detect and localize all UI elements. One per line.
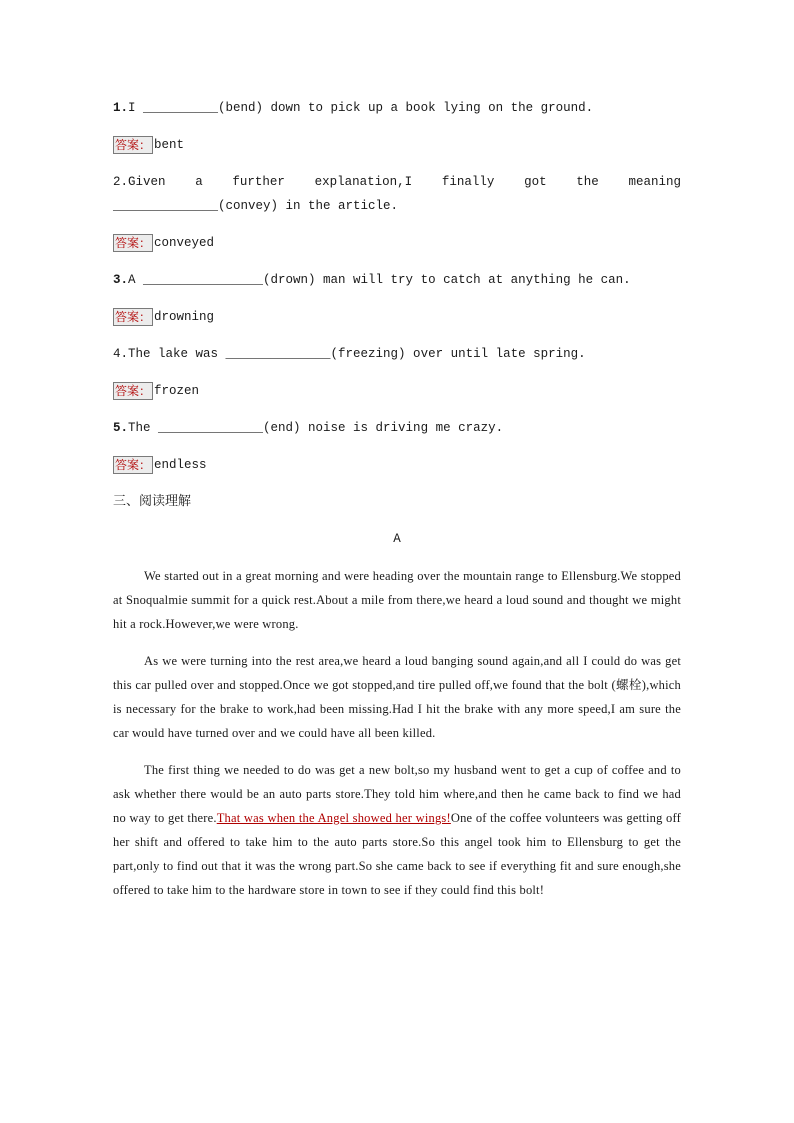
question-text: The lake was ______________(freezing) over until late spring. xyxy=(128,347,586,361)
paragraph-3 xyxy=(113,758,681,902)
answer-row-5 xyxy=(113,453,681,477)
question-text: I __________(bend) down to pick up a book lying on the ground. xyxy=(128,101,594,115)
question-text: Given a further explanation,I finally got the meaning ______________(convey) in the article. xyxy=(113,175,681,213)
answer-value: conveyed xyxy=(154,236,215,250)
answer-label: 答案： xyxy=(115,310,152,324)
answer-label: 答案： xyxy=(115,384,152,398)
paragraph-1: We started out in a great morning and were heading over the mountain range to Ellensburg.We stopped at Snoqualmie summit for a quick rest.About a mile from there,we heard a loud sound and thought we might hit a rock.However,we were wrong. xyxy=(113,569,681,631)
question-2 xyxy=(113,170,681,218)
answer-value: drowning xyxy=(154,310,215,324)
section-title: 三、阅读理解 xyxy=(113,494,192,509)
question-text: A ________________(drown) man will try to catch at anything he can. xyxy=(128,273,631,287)
answer-row-3 xyxy=(113,305,681,329)
question-text: The ______________(end) noise is driving me crazy. xyxy=(128,421,504,435)
paragraph-2: As we were turning into the rest area,we heard a loud banging sound again,and all I could do was get this car pulled over and stopped.Once we got stopped,and tire pulled off,we found that the bolt (螺栓),which is necessary for the brake to work,had been missing.Had I hit the brake with any more speed,I am sure the car would have turned over and we could have all been killed. xyxy=(113,654,681,740)
question-3 xyxy=(113,268,681,292)
answer-label: 答案： xyxy=(115,458,152,472)
passage-title: A xyxy=(393,532,401,546)
question-number: 1. xyxy=(113,101,129,115)
answer-row-2 xyxy=(113,231,681,255)
paragraph-3-after: One of the coffee volunteers was getting off her shift and offered to take him to the auto parts store.So this angel took him to Ellensburg to get the part,only to find out that it was the wrong part.So she came back to see if everything fit and sure enough,she offered to take him to the hardware store in town to see if they could find this bolt! xyxy=(113,811,681,897)
question-1 xyxy=(113,96,681,120)
answer-value: bent xyxy=(154,138,185,152)
paragraph-3-before: The first thing we needed to do was get a new bolt,so my husband went to get a cup of coffee and to ask whether there would be an auto parts store.They told him where,and then he came back to find we had no way to get there. xyxy=(113,763,681,825)
answer-label: 答案： xyxy=(115,138,152,152)
answer-value: frozen xyxy=(154,384,200,398)
document-page xyxy=(113,96,681,915)
answer-label: 答案： xyxy=(115,236,152,250)
question-number: 2. xyxy=(113,175,129,189)
question-number: 4. xyxy=(113,347,129,361)
answer-row-4 xyxy=(113,379,681,403)
question-5 xyxy=(113,416,681,440)
underlined-sentence: That was when the Angel showed her wings! xyxy=(216,811,451,825)
question-number: 3. xyxy=(113,273,129,287)
question-number: 5. xyxy=(113,421,129,435)
question-4 xyxy=(113,342,681,366)
answer-row-1 xyxy=(113,133,681,157)
answer-value: endless xyxy=(154,458,207,472)
